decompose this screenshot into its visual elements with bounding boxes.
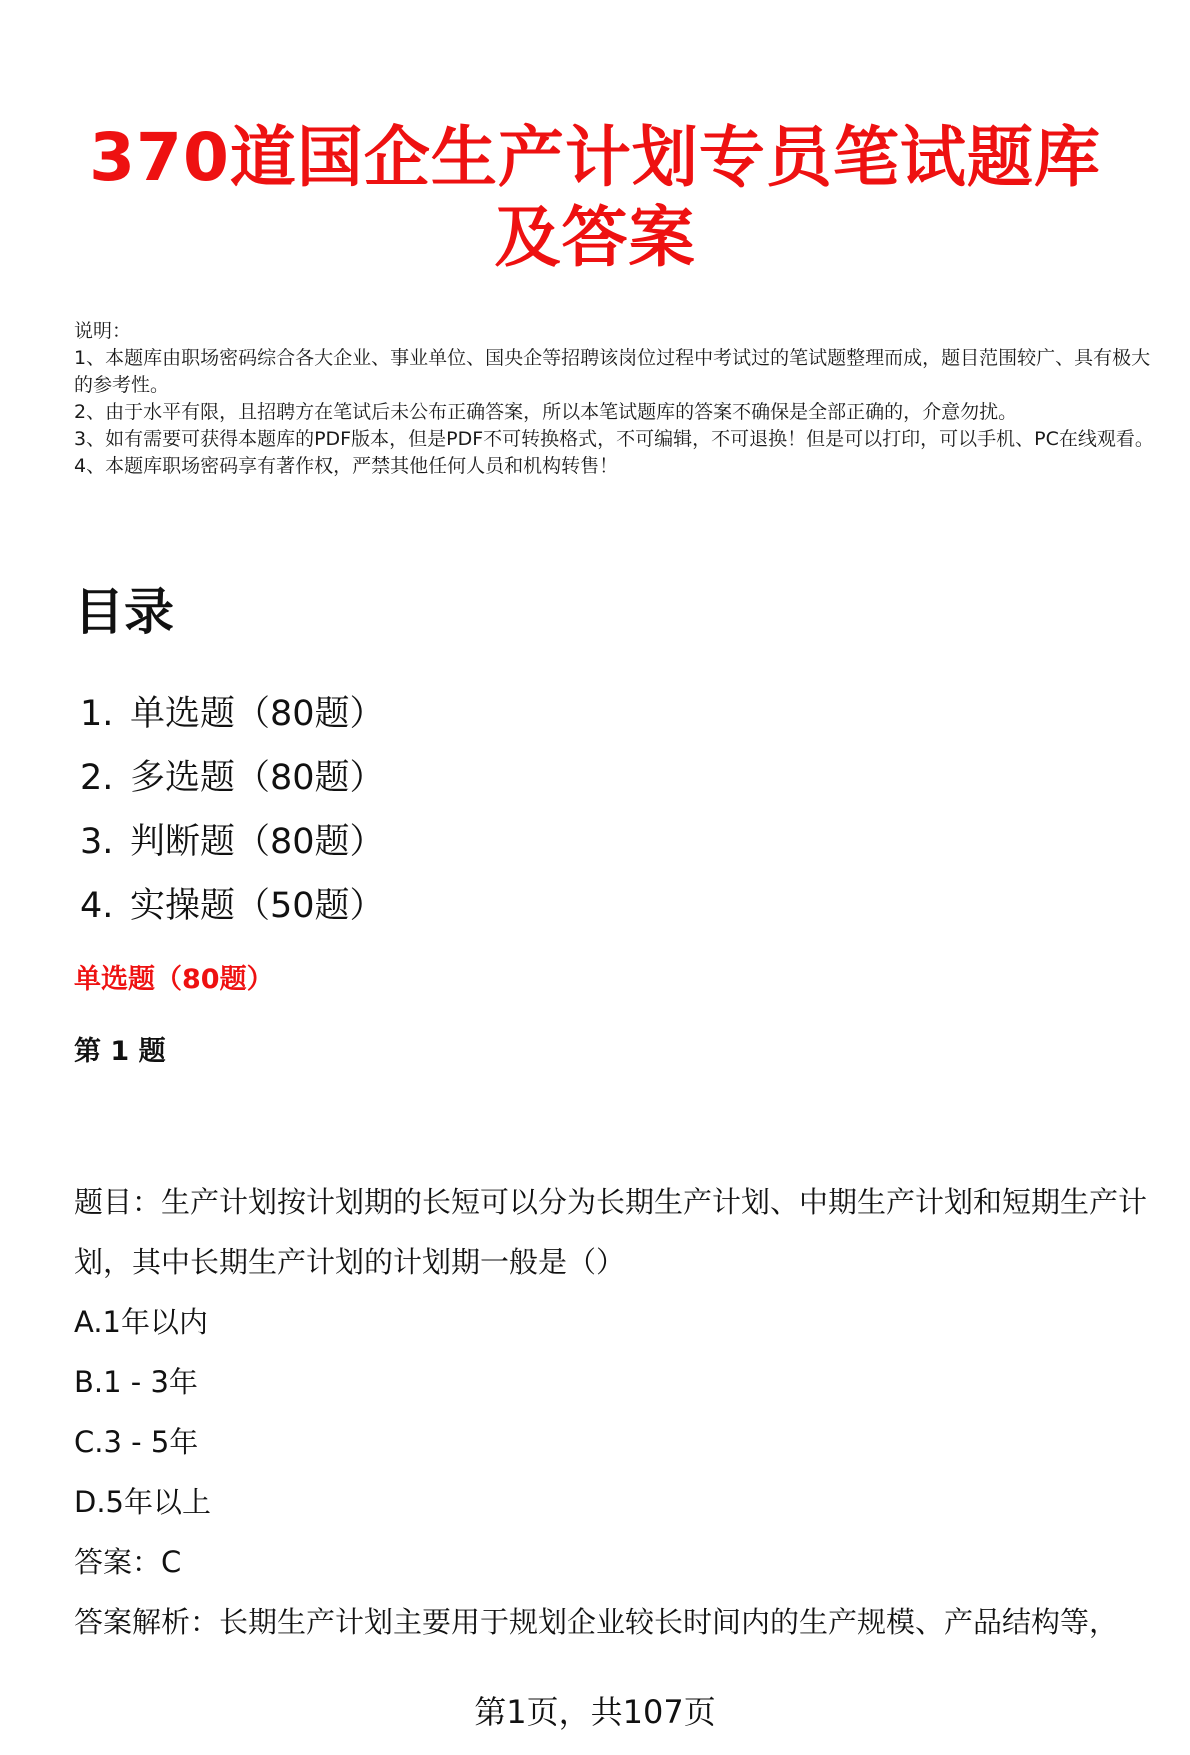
toc-item-multiple-choice[interactable] <box>80 746 385 810</box>
notes-block <box>74 318 1154 480</box>
toc-item-single-choice[interactable] <box>80 682 385 746</box>
toc-item-label: 单选题（80题） <box>130 694 385 734</box>
toc-item-label: 实操题（50题） <box>130 886 385 926</box>
toc-item-label: 多选题（80题） <box>130 758 385 798</box>
toc-item-label: 判断题（80题） <box>130 822 385 862</box>
question-option-b: B.1 - 3年 <box>74 1365 198 1399</box>
toc-item-number: 4. <box>80 886 114 926</box>
question-answer: 答案：C <box>74 1545 182 1579</box>
toc-heading: 目录 <box>74 583 174 641</box>
notes-line: 2、由于水平有限，且招聘方在笔试后未公布正确答案，所以本笔试题库的答案不确保是全部正确的，介意勿扰。 <box>74 401 1018 423</box>
toc-item-number: 2. <box>80 758 114 798</box>
notes-line: 说明： <box>74 320 132 342</box>
toc-item-number: 1. <box>80 694 114 734</box>
toc-item-number: 3. <box>80 822 114 862</box>
section-heading: 单选题（80题） <box>74 964 274 995</box>
question-analysis: 答案解析：长期生产计划主要用于规划企业较长时间内的生产规模、产品结构等， <box>74 1605 1119 1639</box>
toc-item-practical[interactable] <box>80 874 385 938</box>
question-stem: 题目：生产计划按计划期的长短可以分为长期生产计划、中期生产计划和短期生产计划，其中长期生产计划的计划期一般是（） <box>74 1185 1148 1279</box>
question-number: 第 1 题 <box>74 1036 166 1067</box>
question-body <box>74 1172 1164 1652</box>
toc-item-true-false[interactable] <box>80 810 385 874</box>
notes-line: 1、本题库由职场密码综合各大企业、事业单位、国央企等招聘该岗位过程中考试过的笔试题整理而成，题目范围较广、具有极大的参考性。 <box>74 347 1151 396</box>
question-option-d: D.5年以上 <box>74 1485 211 1519</box>
page-footer: 第1页，共107页 <box>474 1693 716 1731</box>
toc-list <box>80 682 385 938</box>
question-option-c: C.3 - 5年 <box>74 1425 199 1459</box>
question-option-a: A.1年以内 <box>74 1305 208 1339</box>
notes-line: 4、本题库职场密码享有著作权，严禁其他任何人员和机构转售！ <box>74 455 619 477</box>
notes-line: 3、如有需要可获得本题库的PDF版本，但是PDF不可转换格式，不可编辑，不可退换！但是可以打印，可以手机、PC在线观看。 <box>74 428 1154 450</box>
document-title: 370道国企生产计划专员笔试题库及答案 <box>89 119 1101 276</box>
